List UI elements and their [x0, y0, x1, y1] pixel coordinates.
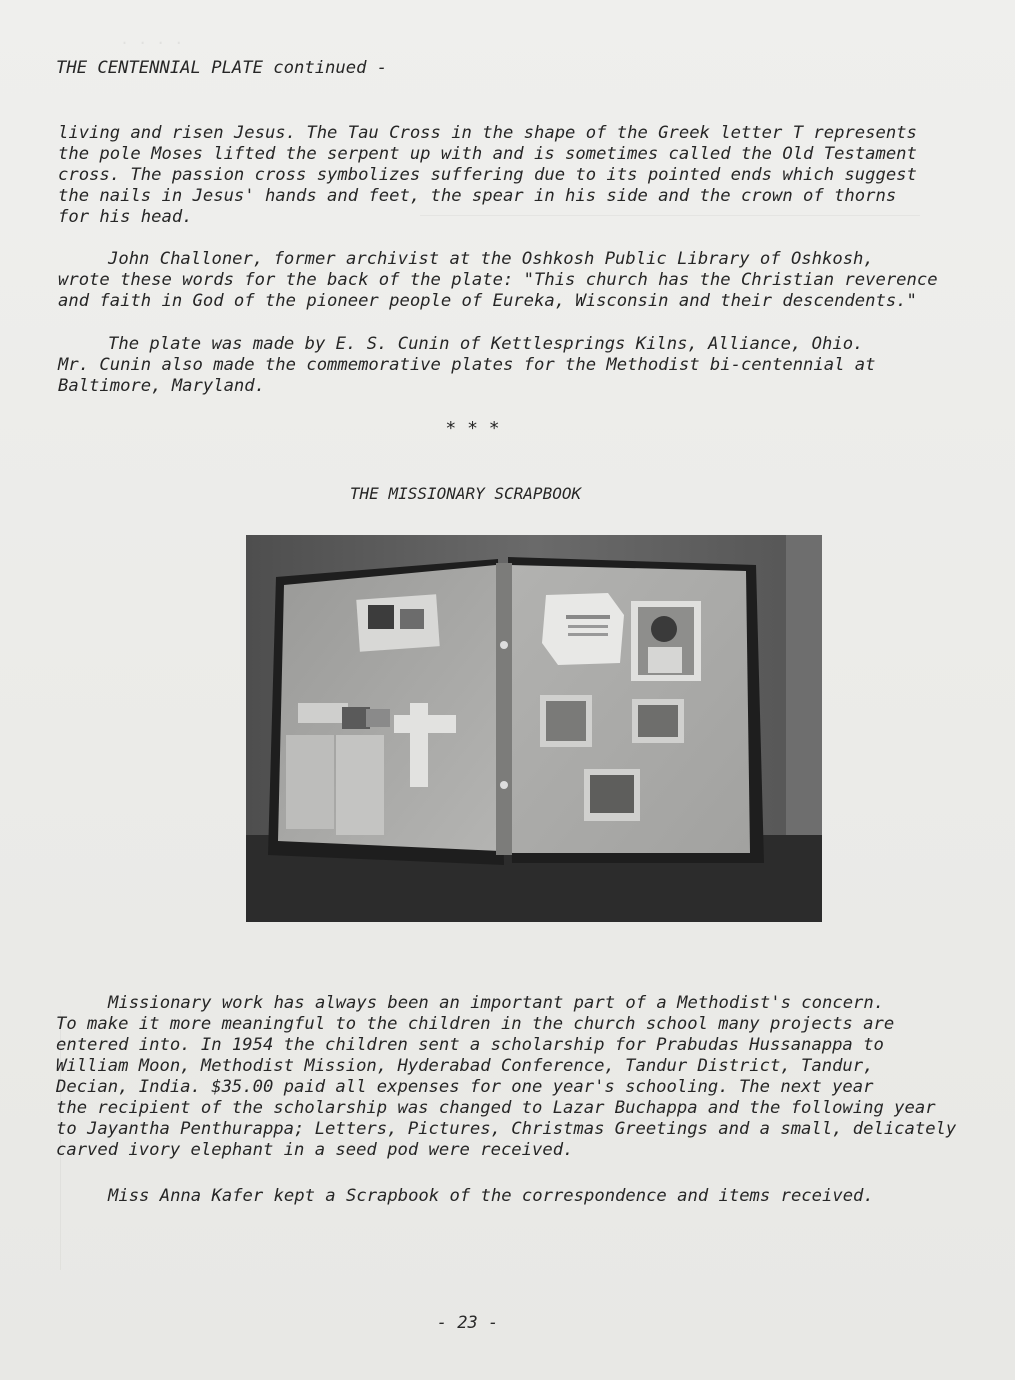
- text-line: living and risen Jesus. The Tau Cross in the shape of the Greek letter T represents: [58, 123, 917, 143]
- scrapbook-photograph: [246, 535, 822, 922]
- text-line: William Moon, Methodist Mission, Hyderabad Conference, Tandur District, Tandur,: [56, 1056, 874, 1076]
- text-line: Decian, India. $35.00 paid all expenses for one year's schooling. The next year: [56, 1077, 874, 1097]
- text-line: entered into. In 1954 the children sent a scholarship for Prabudas Hussanappa to: [56, 1035, 884, 1055]
- text-line: Miss Anna Kafer kept a Scrapbook of the correspondence and items received.: [108, 1186, 874, 1206]
- text-line: for his head.: [58, 207, 193, 227]
- text-line: The plate was made by E. S. Cunin of Kettlesprings Kilns, Alliance, Ohio.: [108, 334, 864, 354]
- text-line: and faith in God of the pioneer people of Eureka, Wisconsin and their descendents.": [58, 291, 917, 311]
- document-page: . . . . THE CENTENNIAL PLATE continued - living and risen Jesus. The Tau Cross in the shape of the Greek letter T represents the pole Moses lifted the serpent up with and is sometimes called the Old Testament cross. The passion cross symbolizes suffering due to its pointed ends which suggest the nails in Jesus' hands and feet, the spear in his side and the crown of thorns for his head. John Challoner, former archivist at the Oshkosh Public Library of Oshkosh, wrote these words for the back of the plate: "This church has the Christian reverence and faith in God of the pioneer people of Eureka, Wisconsin and their descendents." The plate was made by E. S. Cunin of Kettlesprings Kilns, Alliance, Ohio. Mr. Cunin also made the commemorative plates for the Methodist bi-centennial at Baltimore, Maryland. * * * THE MISSIONARY SCRAPBOOK Missionary work has always been an important part of a Methodist's concern. To make it more meaningful to the children in the church school many projects are entered into. In 1954 the children sent a scholarship for Prabudas Hussanappa to William Moon, Methodist Mission, Hyderabad Conference, Tandur District, Tandur, Decian, India. $35.00 paid all expenses for one year's schooling. The next year the recipient of the scholarship was changed to Lazar Buchappa and the following year to Jayantha Penthurappa; Letters, Pictures, Christmas Greetings and a small, delicately carved ivory elephant in a seed pod were received. Miss Anna Kafer kept a Scrapbook of the correspondence and items received. - 23 -: [0, 0, 1015, 1380]
- page-number: - 23 -: [436, 1313, 499, 1333]
- section-title: THE MISSIONARY SCRAPBOOK: [349, 484, 582, 503]
- text-line: carved ivory elephant in a seed pod were received.: [56, 1140, 574, 1160]
- text-line: Baltimore, Maryland.: [58, 376, 265, 396]
- text-line: John Challoner, former archivist at the Oshkosh Public Library of Oshkosh,: [108, 249, 874, 269]
- text-line: cross. The passion cross symbolizes suffering due to its pointed ends which suggest: [58, 165, 917, 185]
- text-line: the pole Moses lifted the serpent up with and is sometimes called the Old Testament: [58, 144, 917, 164]
- text-line: the nails in Jesus' hands and feet, the spear in his side and the crown of thorns: [58, 186, 897, 206]
- text-line: Missionary work has always been an important part of a Methodist's concern.: [108, 993, 885, 1013]
- scrapbook-photo-drawing: [246, 535, 822, 922]
- text-line: wrote these words for the back of the plate: "This church has the Christian reverence: [58, 270, 938, 290]
- text-line: to Jayantha Penthurappa; Letters, Pictures, Christmas Greetings and a small, delicately: [56, 1119, 957, 1139]
- text-line: Mr. Cunin also made the commemorative plates for the Methodist bi-centennial at: [58, 355, 876, 375]
- text-line: the recipient of the scholarship was changed to Lazar Buchappa and the following year: [56, 1098, 936, 1118]
- text-line: To make it more meaningful to the children in the church school many projects are: [56, 1014, 895, 1034]
- section-separator: * * *: [445, 418, 500, 439]
